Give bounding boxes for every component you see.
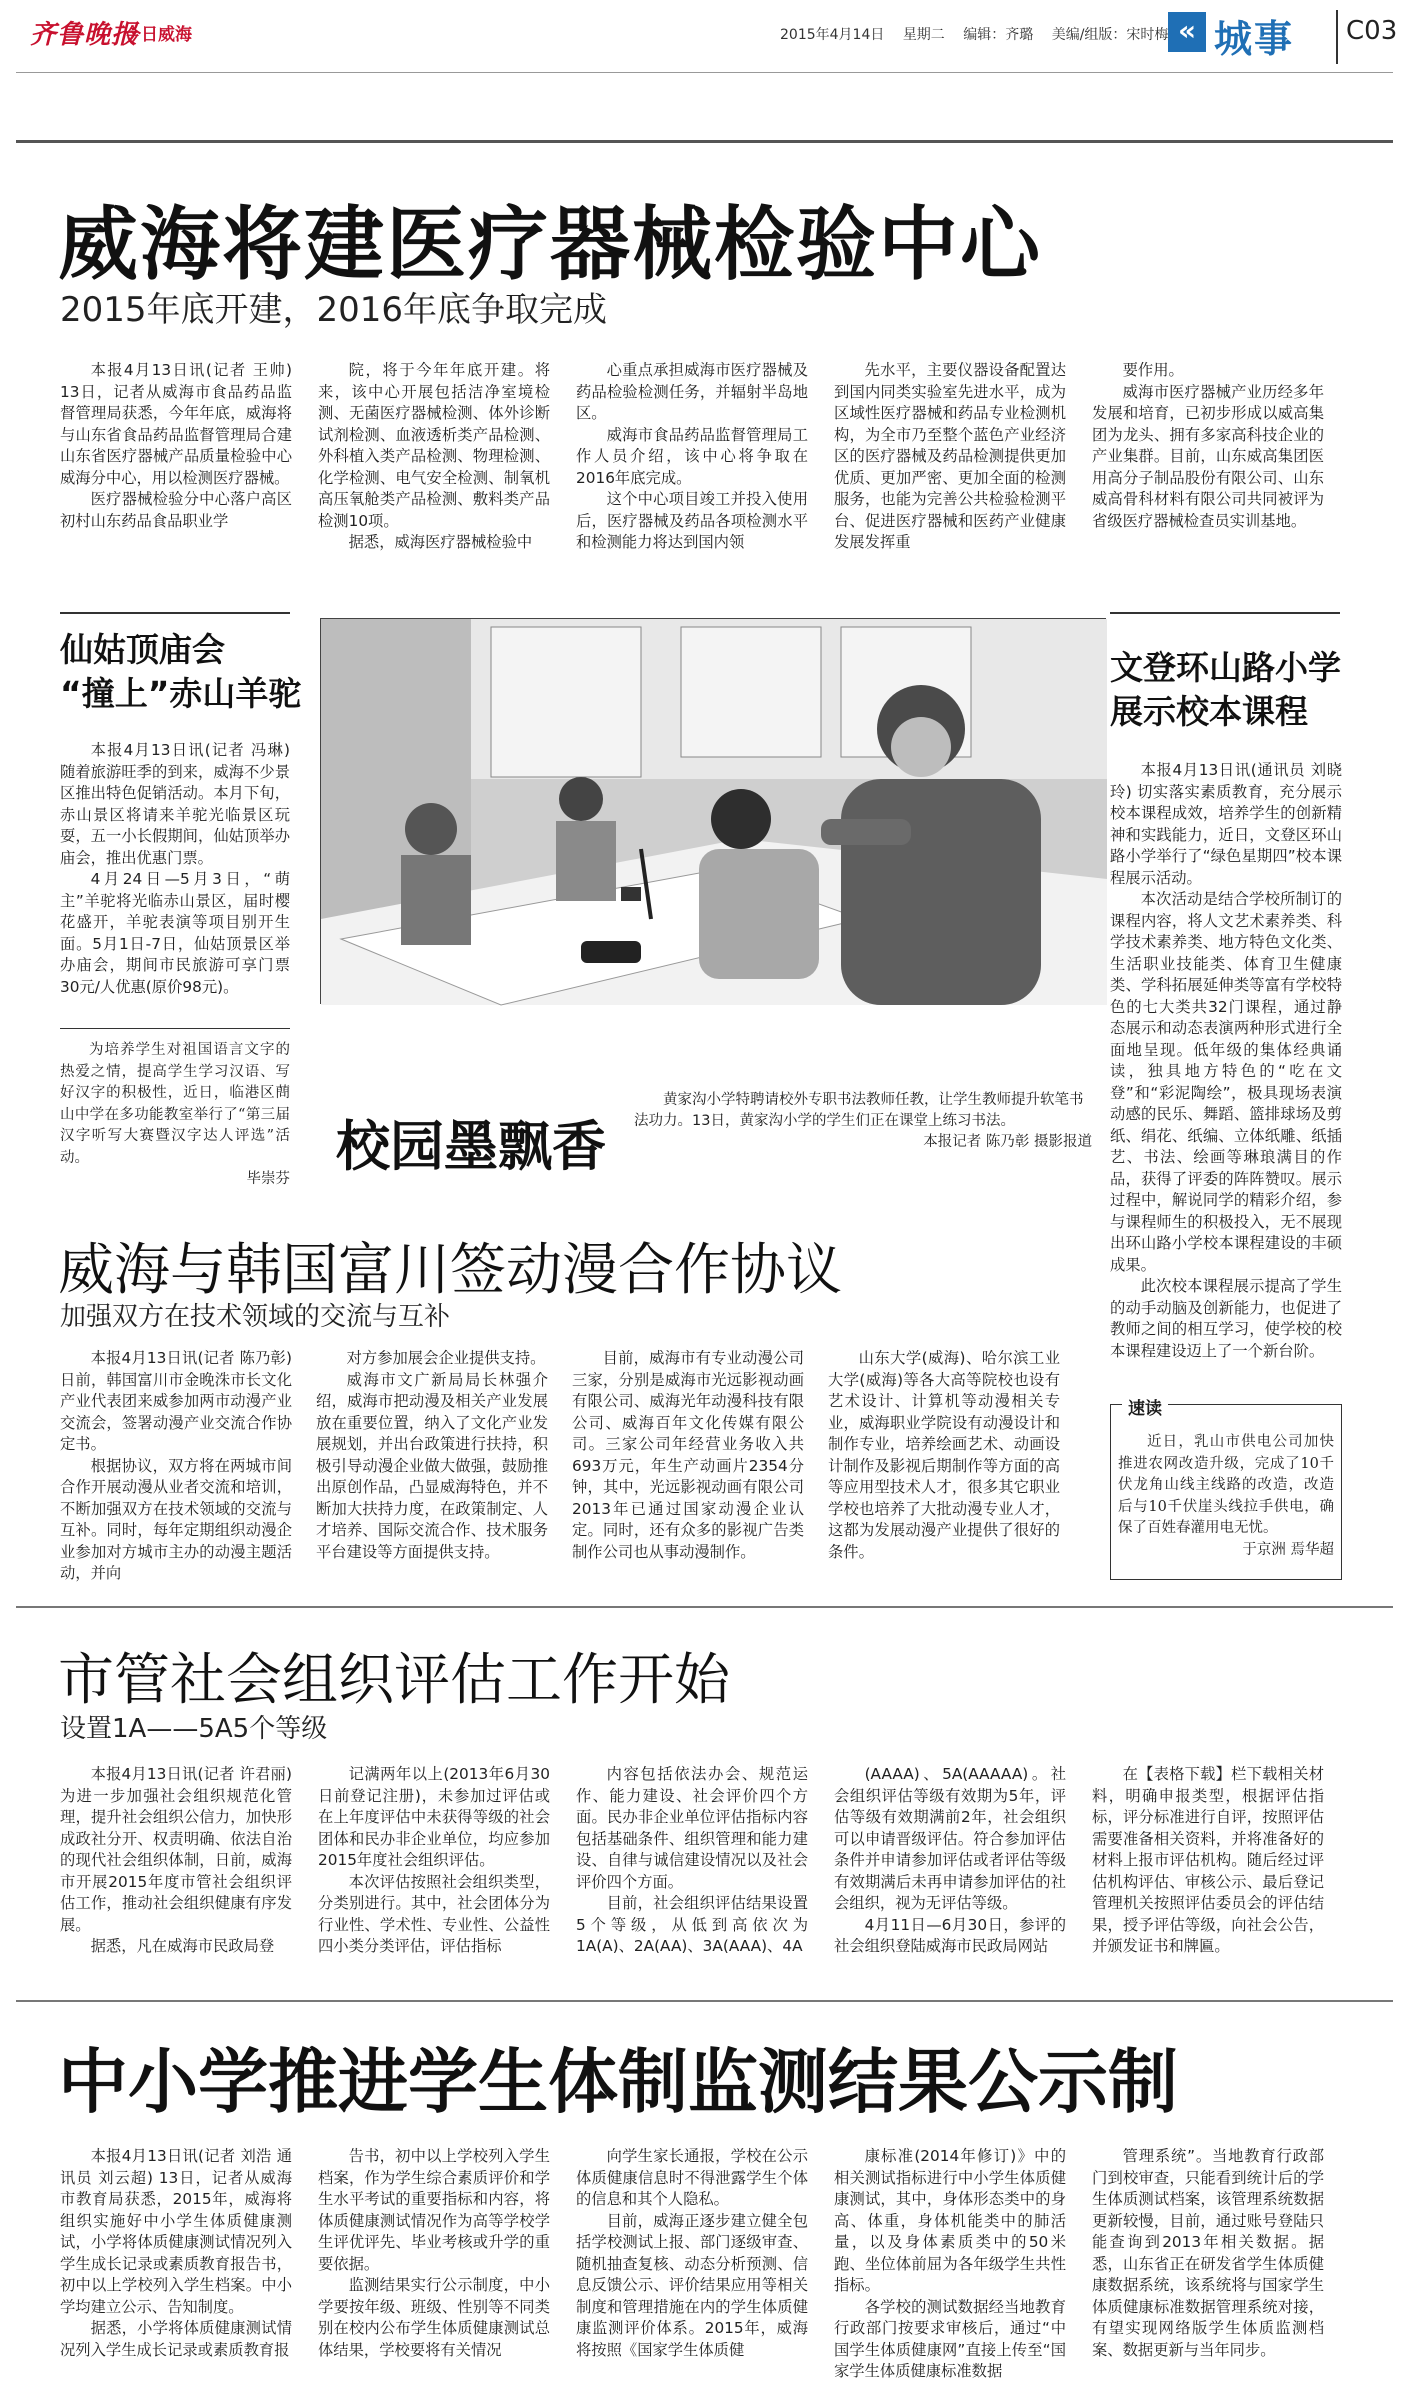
paragraph: 内容包括依法办会、规范运作、能力建设、社会评价四个方面。民办非企业单位评估指标内容包括基础条件、组织管理和能力建设、自律与诚信建设情况以及社会评价四个方面。 (576, 1765, 808, 1891)
chevron-left-icon: « (1168, 12, 1206, 52)
calligraphy-class-photo (320, 618, 1106, 1004)
paragraph: 院，将于今年年底开建。将来，该中心开展包括洁净室境检测、无菌医疗器械检测、体外诊断试剂检测、血液透析类产品检测、外科植入类产品检测、物理检测、化学检测、电气安全检测、制氧机高压氧舱类产品检测、敷料类产品检测10项。 (318, 361, 550, 530)
paragraph: 据悉，威海医疗器械检验中 (348, 533, 533, 551)
article-2-col-1 (60, 1348, 292, 1588)
paragraph: 医疗器械检验分中心落户高区初村山东药品食品职业学 (60, 490, 292, 530)
article-1-col-2 (318, 360, 550, 590)
paragraph: 本报4月13日讯(通讯员 刘晓玲) 切实落实素质教育，充分展示校本课程成效，培养学生的创新精神和实践能力，近日，文登区环山路小学举行了“绿色星期四”校本课程展示活动。 (1110, 761, 1342, 887)
article-4-col-4 (834, 2146, 1066, 2380)
paragraph: 威海市食品药品监督管理局工作人员介绍，该中心将争取在2016年底完成。 (576, 425, 808, 487)
side-1-title: 仙姑顶庙会 “撞上”赤山羊驼 (60, 630, 302, 713)
photo-big-caption: 校园墨飘香 (336, 1115, 606, 1178)
section-tag: 今日威海 (124, 25, 192, 45)
paragraph: 本报4月13日讯(记者 刘浩 通讯员 刘云超) 13日，记者从威海市教育局获悉，2015年，威海将组织实施好中小学生体质健康测试，小学将体质健康测试情况列入学生成长记录或素质教育报告书，初中以上学校列入学生档案。中小学均建立公示、告知制度。 (60, 2147, 292, 2316)
paragraph: 4月24日—5月3日，“萌主”羊驼将光临赤山景区，届时樱花盛开，羊驼表演等项目别开生面。5月1日-7日，仙姑顶景区举办庙会，期间市民旅游可享门票30元/人优惠(原价98元)。 (60, 870, 290, 996)
side-1-rule (60, 612, 290, 614)
paragraph: 向学生家长通报，学校在公示体质健康信息时不得泄露学生个体的信息和其个人隐私。 (576, 2147, 808, 2208)
paragraph: 这个中心项目竣工并投入使用后，医疗器械及药品各项检测水平和检测能力将达到国内领 (576, 490, 808, 551)
article-4-col-5: 管理系统”。当地教育行政部门到校审查，只能看到统计后的学生体质测试档案，该管理系统数据更新较慢，目前，通过账号登陆只能查询到2013年相关数据。据悉，山东省正在研发省学生体质健康数据系统，该系统将与国家学生体质健康标准数据管理系统对接，有望实现网络版学生体质监测档案、数据更新与当年同步。 (1092, 2147, 1324, 2359)
article-1-col-4: 先水平，主要仪器设备配置达到国内同类实验室先进水平，成为区域性医疗器械和药品专业检测机构，为全市乃至整个蓝色产业经济区的医疗器械及药品检测提供更加优质、更加严密、更加全面的检测服务，也能为完善公共检验检测平台、促进医疗器械和医药产业健康发展发挥重 (834, 361, 1066, 551)
speed-read-author: 于京洲 焉华超 (1242, 1541, 1334, 1558)
section-name: 城事 (1214, 17, 1295, 61)
paragraph: 本报4月13日讯(记者 许君丽) 为进一步加强社会组织规范化管理，提升社会组织公信力，加快形成政社分开、权责明确、依法自治的现代社会组织体制，日前，威海市开展2015年度市管社会组织评估工作，推动社会组织健康有序发展。 (60, 1765, 292, 1934)
paragraph: 各学校的测试数据经当地教育行政部门按要求审核后，通过“中国学生体质健康网”直接上传至“国家学生体质健康标准数据 (834, 2297, 1066, 2380)
article-3-col-3 (576, 1764, 808, 1974)
paragraph: 对方参加展会企业提供支持。 (346, 1349, 546, 1367)
article-3-col-4 (834, 1764, 1066, 1974)
paragraph: 本报4月13日讯(记者 王帅) 13日，记者从威海市食品药品监督管理局获悉，今年年底，威海将与山东省食品药品监督管理局合建山东省医疗器械产品质量检验中心威海分中心，用以检测医疗器械。 (60, 361, 292, 487)
article-3-col-2 (318, 1764, 550, 1974)
paragraph: (AAAA)、5A(AAAAA)。社会组织评估等级有效期为5年，评估等级有效期满前2年，社会组织可以申请晋级评估。符合参加评估条件并申请参加评估或者评估等级有效期满后未再申请参加评估的社会组织，视为无评估等级。 (834, 1765, 1066, 1912)
side-2-body (1110, 760, 1342, 1360)
article-1-col-3 (576, 360, 808, 590)
paragraph: 监测结果实行公示制度，中小学要按年级、班级、性别等不同类别在校内公布学生体质健康测试总体结果，学校要将有关情况 (318, 2276, 550, 2359)
side-1-brief-author: 毕崇芬 (246, 1171, 290, 1187)
paragraph: 威海市医疗器械产业历经多年发展和培育，已初步形成以威高集团为龙头、拥有多家高科技企业的产业集群。目前，山东威高集团医用高分子制品股份有限公司、山东威高骨科材料有限公司共同被评为省级医疗器械检查员实训基地。 (1092, 382, 1324, 530)
divider (1336, 10, 1338, 64)
paragraph: 据悉，小学将体质健康测试情况列入学生成长记录或素质教育报 (60, 2319, 292, 2359)
top-rule (16, 140, 1393, 143)
paragraph: 此次校本课程展示提高了学生的动手动脑及创新能力，也促进了教师之间的相互学习，使学校的校本课程建设迈上了一个新台阶。 (1110, 1277, 1342, 1360)
paragraph: 4月11日—6月30日，参评的社会组织登陆威海市民政局网站 (834, 1915, 1066, 1955)
side-2-title: 文登环山路小学 展示校本课程 (1110, 648, 1341, 731)
paragraph: 目前，社会组织评估结果设置5个等级，从低到高依次为1A(A)、2A(AA)、3A(AAA)、4A (576, 1894, 808, 1955)
article-1-col-1 (60, 360, 292, 590)
article-3-rule (16, 1606, 1393, 1608)
article-3-col-1 (60, 1764, 292, 1974)
paragraph: 威海市文广新局局长林强介绍，威海市把动漫及相关产业发展放在重要位置，纳入了文化产业发展规划，并出台政策进行扶持，积极引导动漫企业做大做强，鼓励推出原创作品，凸显威海特色，并不断加大扶持力度，在政策制定、人才培养、国际交流合作、技术服务平台建设等方面提供支持。 (316, 1370, 548, 1561)
paragraph: 康标准(2014年修订)》中的相关测试指标进行中小学生体质健康测试，其中，身体形态类中的身高、体重，身体机能类中的肺活量，以及身体素质类中的50米跑、坐位体前屈为各年级学生共性指标。 (834, 2147, 1066, 2294)
designer-credit: 美编/组版：宋时梅 (1051, 27, 1169, 43)
article-4-col-1 (60, 2146, 292, 2374)
article-1-subtitle: 2015年底开建，2016年底争取完成 (60, 290, 608, 330)
article-2-col-3: 目前，威海市有专业动漫公司三家，分别是威海市光远影视动画有限公司、威海光年动漫科技有限公司、威海百年文化传媒有限公司。三家公司年经营业务收入共693万元，年生产动画片2354分钟，其中，光远影视动画有限公司2013年已通过国家动漫企业认定。同时，还有众多的影视广告类制作公司也从事动漫制作。 (572, 1349, 804, 1561)
article-1-title: 威海将建医疗器械检验中心 (58, 198, 1042, 291)
paragraph: 要作用。 (1122, 361, 1184, 379)
paragraph: 告书，初中以上学校列入学生档案，作为学生综合素质评价和学生水平考试的重要指标和内容，将体质健康测试情况作为高等学校学生评优评先、毕业考核或升学的重要依据。 (318, 2147, 550, 2273)
photo-credit: 本报记者 陈乃彰 摄影报道 (923, 1134, 1092, 1150)
article-3-subtitle: 设置1A——5A5个等级 (60, 1714, 328, 1744)
article-4-rule (16, 2000, 1393, 2002)
issue-meta (780, 24, 1182, 44)
article-2-subtitle: 加强双方在技术领域的交流与互补 (60, 1302, 451, 1332)
page-number: C03 (1346, 16, 1398, 46)
paragraph: 本次评估按照社会组织类型，分类别进行。其中，社会团体分为行业性、学术性、专业性、公益性四小类分类评估，评估指标 (318, 1872, 550, 1955)
side-1-brief-rule (60, 1028, 290, 1029)
speed-read-label: 速读 (1122, 1394, 1168, 1419)
newspaper-logo: 齐鲁晚报 (30, 20, 139, 50)
article-4-col-2 (318, 2146, 550, 2374)
issue-date: 2015年4月14日 (780, 27, 885, 43)
article-3-title: 市管社会组织评估工作开始 (58, 1648, 730, 1713)
article-3-col-5: 在【表格下载】栏下载相关材料，明确申报类型，根据评估指标，评分标准进行自评，按照评估需要准备相关资料，并将准备好的材料上报市评估机构。随后经过评估机构评估、审核公示、最后登记管理机关按照评估委员会的评估结果，授予评估等级，向社会公告，并颁发证书和牌匾。 (1092, 1765, 1324, 1955)
speed-read-body: 近日，乳山市供电公司加快推进农网改造升级，完成了10千伏龙角山线主线路的改造，改造后与10千伏崖头线拉手供电，确保了百姓春灌用电无忧。 于京洲 焉华超 (1118, 1432, 1334, 1576)
editor-credit: 编辑：齐璐 (963, 27, 1034, 43)
paragraph: 本次活动是结合学校所制订的课程内容，将人文艺术素养类、科学技术素养类、地方特色文化类、生活职业技能类、体育卫生健康类、学科拓展延伸类等富有学校特色的七大类共32门课程，通过静态展示和动态表演两种形式进行全面地呈现。低年级的集体经典诵读，独具地方特色的“吃在文登”和“彩泥陶绘”，极具现场表演动感的民乐、舞蹈、篮排球场及剪纸、绢花、纸编、立体纸雕、纸插艺、书法、绘画等琳琅满目的作品，获得了评委的阵阵赞叹。展示过程中，解说同学的精彩介绍，参与课程师生的积极投入，无不展现出环山路小学校本课程建设的丰硕成果。 (1110, 890, 1342, 1274)
article-1-col-5 (1092, 360, 1324, 590)
paragraph: 根据协议，双方将在两城市间合作开展动漫从业者交流和培训，不断加强双方在技术领域的交流与互补。同时，每年定期组织动漫企业参加对方城市主办的动漫主题活动，并向 (60, 1456, 292, 1582)
paragraph: 心重点承担威海市医疗器械及药品检验检测任务，并辐射半岛地区。 (576, 361, 808, 422)
paragraph: 记满两年以上(2013年6月30日前登记注册)，未参加过评估或在上年度评估中未获得等级的社会团体和民办非企业单位，均应参加2015年度社会组织评估。 (318, 1765, 550, 1869)
article-2-col-2 (316, 1348, 548, 1588)
article-2-col-4: 山东大学(威海)、哈尔滨工业大学(威海)等各大高等院校也设有艺术设计、计算机等动漫相关专业，威海职业学院设有动漫设计和制作专业，培养绘画艺术、动画设计制作及影视后期制作等方面的高等应用型技术人才，很多其它职业学校也培养了大批动漫专业人才，这都为发展动漫产业提供了很好的条件。 (828, 1349, 1060, 1561)
paragraph: 本报4月13日讯(记者 陈乃彰) 日前，韩国富川市金晚洙市长文化产业代表团来威参加两市动漫产业交流会，签署动漫产业交流合作协定书。 (60, 1349, 292, 1453)
masthead-rule (16, 72, 1393, 73)
side-2-rule (1110, 612, 1340, 614)
side-1-body (60, 740, 290, 1036)
paragraph: 据悉，凡在威海市民政局登 (90, 1937, 275, 1955)
paragraph: 目前，威海正逐步建立健全包括学校测试上报、部门逐级审查、随机抽查复核、动态分析预测、信息反馈公示、评价结果应用等相关制度和管理措施在内的学生体质健康监测评价体系。2015年，威海将按照《国家学生体质健 (576, 2211, 808, 2359)
article-4-title: 中小学推进学生体制监测结果公示制 (58, 2041, 1178, 2123)
article-2-title: 威海与韩国富川签动漫合作协议 (58, 1238, 842, 1303)
photo-caption: 黄家沟小学特聘请校外专职书法教师任教，让学生教师提升软笔书法功力。13日，黄家沟小学的学生们正在课堂上练习书法。 本报记者 陈乃彰 摄影报道 (634, 1090, 1092, 1153)
paragraph: 本报4月13日讯(记者 冯琳) 随着旅游旺季的到来，威海不少景区推出特色促销活动。本月下旬，赤山景区将请来羊驼光临景区玩耍，五一小长假期间，仙姑顶举办庙会，推出优惠门票。 (60, 741, 290, 867)
photo-illustration (321, 619, 1107, 1005)
side-1-brief: 为培养学生对祖国语言文字的热爱之情，提高学生学习汉语、写好汉字的积极性，近日，临港区蔄山中学在多功能教室举行了“第三届汉字听写大赛暨汉字达人评选”活动。 毕崇芬 (60, 1040, 290, 1170)
article-4-col-3 (576, 2146, 808, 2374)
issue-weekday: 星期二 (902, 27, 945, 43)
